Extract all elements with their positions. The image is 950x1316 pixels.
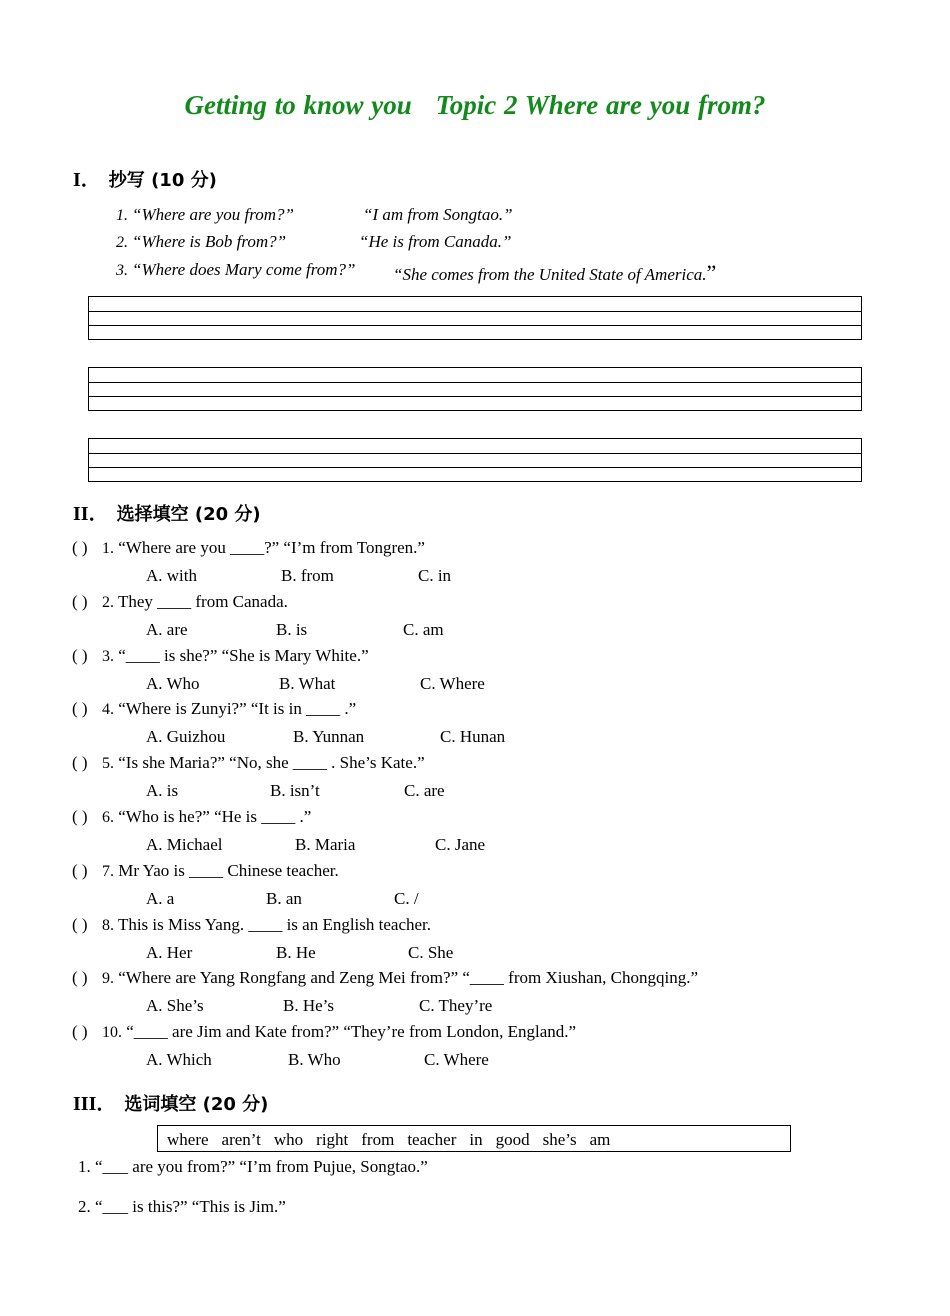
fill-item-number: 2. [78,1197,91,1216]
question-6 [72,807,311,827]
question-3 [72,646,369,666]
option-a[interactable]: A. Her [146,943,193,962]
section3-label: 选词填空 (20 分) [124,1094,269,1115]
copy-line-answer: “I am from Songtao.” [363,205,513,224]
option-a[interactable]: A. Who [146,674,200,693]
option-a[interactable]: A. She’s [146,996,204,1015]
copy-line-answer [393,260,716,286]
option-c[interactable]: C. Jane [435,835,486,854]
copy-line-question: “Where does Mary come from?” [132,260,356,279]
word-bank-item: from [361,1130,395,1149]
section3-heading [73,1087,268,1116]
word-bank-item: am [589,1130,611,1149]
word-bank-item: teacher [407,1130,457,1149]
fill-item-text: “___ are you from?” “I’m from Pujue, Songtao.” [90,1157,428,1176]
option-c[interactable]: C. Hunan [440,727,506,746]
option-b[interactable]: B. Who [288,1050,341,1069]
option-c[interactable]: C. in [418,566,452,585]
option-b[interactable]: B. He’s [283,996,334,1015]
fill-item-2[interactable] [78,1197,286,1217]
question-number: 4. [102,701,114,718]
word-bank [157,1125,791,1152]
answer-paren[interactable]: ( ) [72,646,88,665]
option-a[interactable]: A. Guizhou [146,727,226,746]
title-part1: Getting to know you [184,90,412,120]
answer-paren[interactable]: ( ) [72,861,88,880]
option-a[interactable]: A. Michael [146,835,223,854]
option-a[interactable]: A. Which [146,1050,212,1069]
question-text: This is Miss Yang. ____ is an English teacher. [114,915,432,934]
section2-heading [73,497,261,526]
section1-number: I． [73,169,101,191]
question-text: “____ are Jim and Kate from?” “They’re from London, England.” [122,1022,577,1041]
copy-line-answer: “He is from Canada.” [359,232,512,251]
closing-quote: ” [706,260,717,285]
section3-number: III． [73,1093,117,1115]
question-number: 1. [102,540,114,557]
option-c[interactable]: C. am [403,620,444,639]
question-number: 7. [102,863,114,880]
option-b[interactable]: B. an [266,889,302,908]
word-bank-item: good [495,1130,530,1149]
option-b[interactable]: B. He [276,943,316,962]
question-9 [72,968,698,988]
writing-lines-2[interactable] [88,367,862,411]
section1-label: 抄写 (10 分) [108,170,217,191]
question-text: “Where are you ____?” “I’m from Tongren.” [114,538,425,557]
option-c[interactable]: C. They’re [419,996,493,1015]
question-5 [72,753,425,773]
copy-line-1 [116,205,513,225]
word-bank-item: who [273,1130,304,1149]
option-b[interactable]: B. is [276,620,308,639]
writing-lines-1[interactable] [88,296,862,340]
option-b[interactable]: B. Yunnan [293,727,365,746]
question-8 [72,915,431,935]
word-bank-item: in [469,1130,483,1149]
question-10 [72,1022,576,1042]
answer-paren[interactable]: ( ) [72,538,88,557]
question-text: “____ is she?” “She is Mary White.” [114,646,369,665]
word-bank-item: where [167,1130,209,1149]
copy-line-answer-text: “She comes from the United State of America. [393,265,707,284]
section1-heading [73,163,217,192]
answer-paren[interactable]: ( ) [72,915,88,934]
option-c[interactable]: C. She [408,943,454,962]
copy-line-number: 3. [116,262,128,279]
answer-paren[interactable]: ( ) [72,699,88,718]
question-number: 2. [102,594,114,611]
question-text: “Who is he?” “He is ____ .” [114,807,312,826]
question-text: “Where are Yang Rongfang and Zeng Mei from?” “____ from Xiushan, Chongqing.” [114,968,698,987]
question-4 [72,699,356,719]
question-7 [72,861,339,881]
option-a[interactable]: A. a [146,889,175,908]
fill-item-number: 1. [78,1157,91,1176]
option-b[interactable]: B. from [281,566,334,585]
writing-lines-3[interactable] [88,438,862,482]
question-text: “Is she Maria?” “No, she ____ . She’s Kate.” [114,753,425,772]
option-a[interactable]: A. is [146,781,179,800]
question-text: Mr Yao is ____ Chinese teacher. [114,861,339,880]
option-b[interactable]: B. isn’t [270,781,320,800]
copy-line-question: “Where is Bob from?” [132,232,287,251]
option-a[interactable]: A. with [146,566,197,585]
option-c[interactable]: C. are [404,781,445,800]
question-number: 5. [102,755,114,772]
question-text: They ____ from Canada. [114,592,288,611]
question-number: 8. [102,917,114,934]
option-a[interactable]: A. are [146,620,188,639]
option-c[interactable]: C. Where [424,1050,489,1069]
question-2 [72,592,288,612]
copy-line-question: “Where are you from?” [132,205,294,224]
word-bank-item: aren’t [221,1130,261,1149]
fill-item-text: “___ is this?” “This is Jim.” [90,1197,286,1216]
section2-number: II． [73,503,109,525]
question-text: “Where is Zunyi?” “It is in ____ .” [114,699,357,718]
answer-paren[interactable]: ( ) [72,807,88,826]
answer-paren[interactable]: ( ) [72,592,88,611]
option-b[interactable]: B. Maria [295,835,356,854]
answer-paren[interactable]: ( ) [72,753,88,772]
question-number: 3. [102,648,114,665]
fill-item-1[interactable] [78,1157,428,1177]
option-c[interactable]: C. / [394,889,419,908]
section2-label: 选择填空 (20 分) [116,504,261,525]
question-number: 9. [102,970,114,987]
question-number: 10. [102,1024,122,1041]
word-bank-item: right [316,1130,349,1149]
word-bank-item: she’s [542,1130,577,1149]
option-c[interactable]: C. Where [420,674,485,693]
page-title [0,90,950,121]
answer-paren[interactable]: ( ) [72,968,88,987]
title-part2: Topic 2 Where are you from? [435,90,766,120]
option-b[interactable]: B. What [279,674,336,693]
copy-line-3 [116,260,717,285]
question-number: 6. [102,809,114,826]
question-1 [72,538,425,558]
copy-line-number: 1. [116,207,128,224]
copy-line-2 [116,232,512,252]
copy-line-number: 2. [116,234,128,251]
answer-paren[interactable]: ( ) [72,1022,88,1041]
